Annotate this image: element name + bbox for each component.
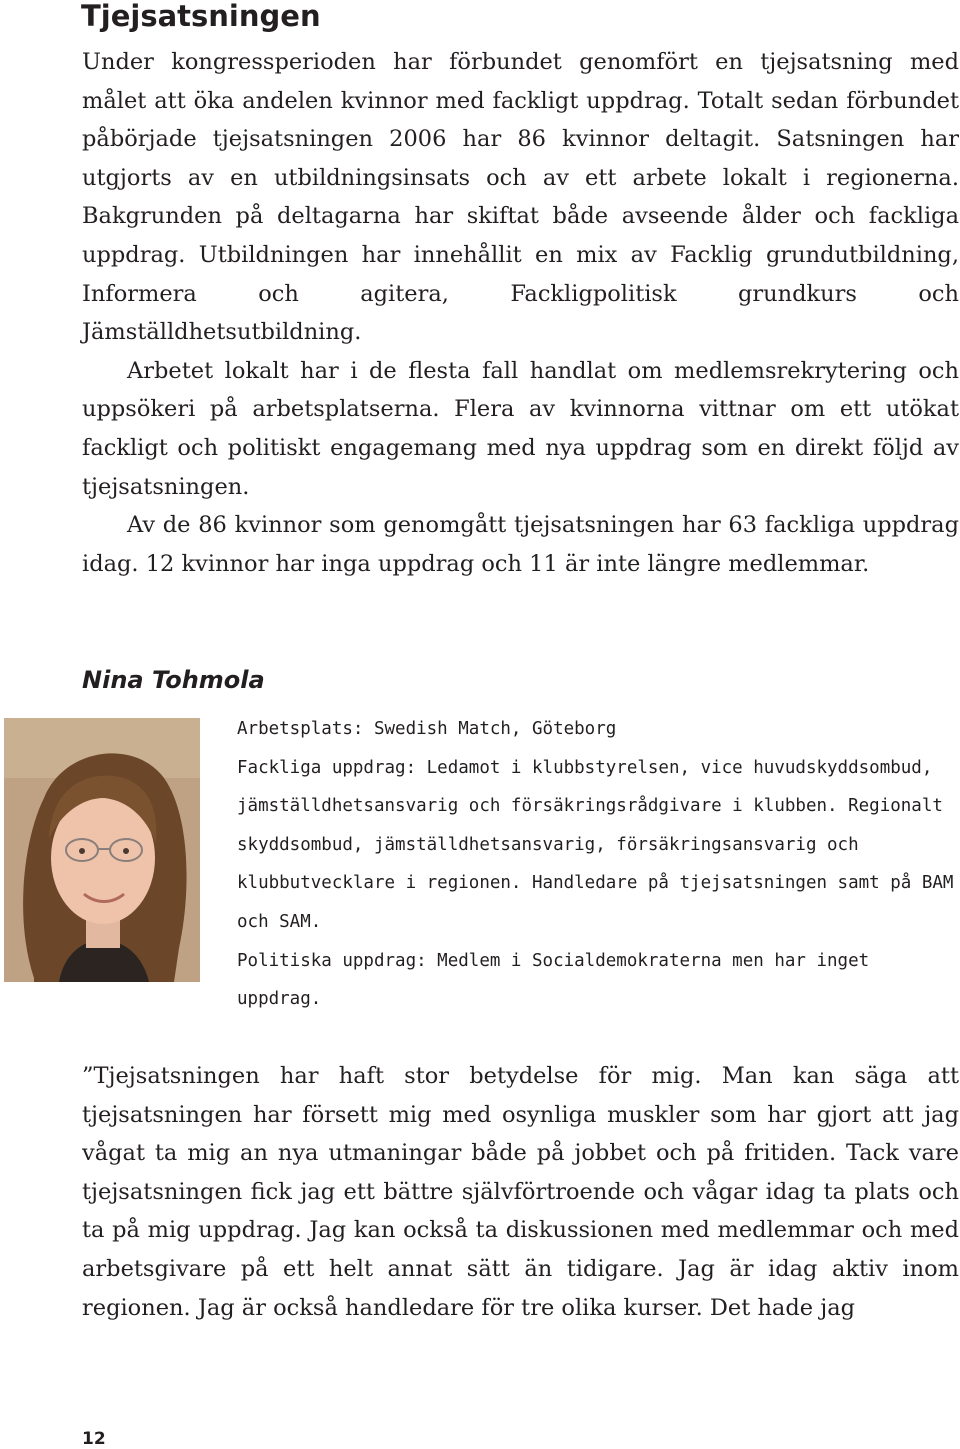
paragraph-2: Arbetet lokalt har i de flesta fall handlat om medlemsrekrytering och uppsökeri på arbetsplatserna. Flera av kvinnorna vittnar om ett utökat fackligt och politiskt engagemang med nya uppdrag som en direkt följd av tjejsatsningen. bbox=[82, 357, 959, 500]
profile-name: Nina Tohmola bbox=[82, 666, 265, 694]
quote-text bbox=[82, 1057, 959, 1327]
profile-union-roles: Fackliga uppdrag: Ledamot i klubbstyrelsen, vice huvudskyddsombud, jämställdhetsansvarig och försäkringsrådgivare i klubben. Regionalt skyddsombud, jämställdhetsansvarig, försäkringsansvarig och klubbutvecklare i regionen. Handledare på tjejsatsningen samt på BAM och SAM. bbox=[237, 757, 954, 932]
section-title: Tjejsatsningen bbox=[81, 0, 321, 33]
paragraph-3: Av de 86 kvinnor som genomgått tjejsatsningen har 63 fackliga uppdrag idag. 12 kvinnor har inga uppdrag och 11 är inte längre medlemmar. bbox=[82, 512, 959, 577]
profile-details bbox=[237, 710, 959, 1019]
paragraph-1: Under kongressperioden har förbundet genomfört en tjejsatsning med målet att öka andelen kvinnor med fackligt uppdrag. Totalt sedan förbundet påbörjade tjejsatsningen 2006 har 86 kvinnor deltagit. Satsningen har utgjorts av en utbildningsinsats och av ett arbete lokalt i regionerna. Bakgrunden på deltagarna har skiftat både avseende ålder och fackliga uppdrag. Utbildningen har innehållit en mix av Facklig grundutbildning, Informera och agitera, Fackligpolitisk grundkurs och Jämställdhetsutbildning. bbox=[82, 49, 959, 346]
profile-political-roles: Politiska uppdrag: Medlem i Socialdemokraterna men har inget uppdrag. bbox=[237, 950, 870, 1010]
intro-text bbox=[82, 43, 959, 583]
profile-workplace: Arbetsplats: Swedish Match, Göteborg bbox=[237, 719, 617, 739]
page-number: 12 bbox=[82, 1429, 106, 1449]
quote-paragraph: ”Tjejsatsningen har haft stor betydelse för mig. Man kan säga att tjejsatsningen har försett mig med osynliga muskler som har gjort att jag vågat ta mig an nya utmaningar både på jobbet och på fritiden. Tack vare tjejsatsningen fick jag ett bättre självförtroende och vågar idag ta plats och ta på mig uppdrag. Jag kan också ta diskussionen med medlemmar och med arbetsgivare på ett helt annat sätt än tidigare. Jag är idag aktiv inom regionen. Jag är också handledare för tre olika kurser. Det hade jag bbox=[82, 1063, 959, 1321]
portrait-photo bbox=[4, 718, 200, 982]
